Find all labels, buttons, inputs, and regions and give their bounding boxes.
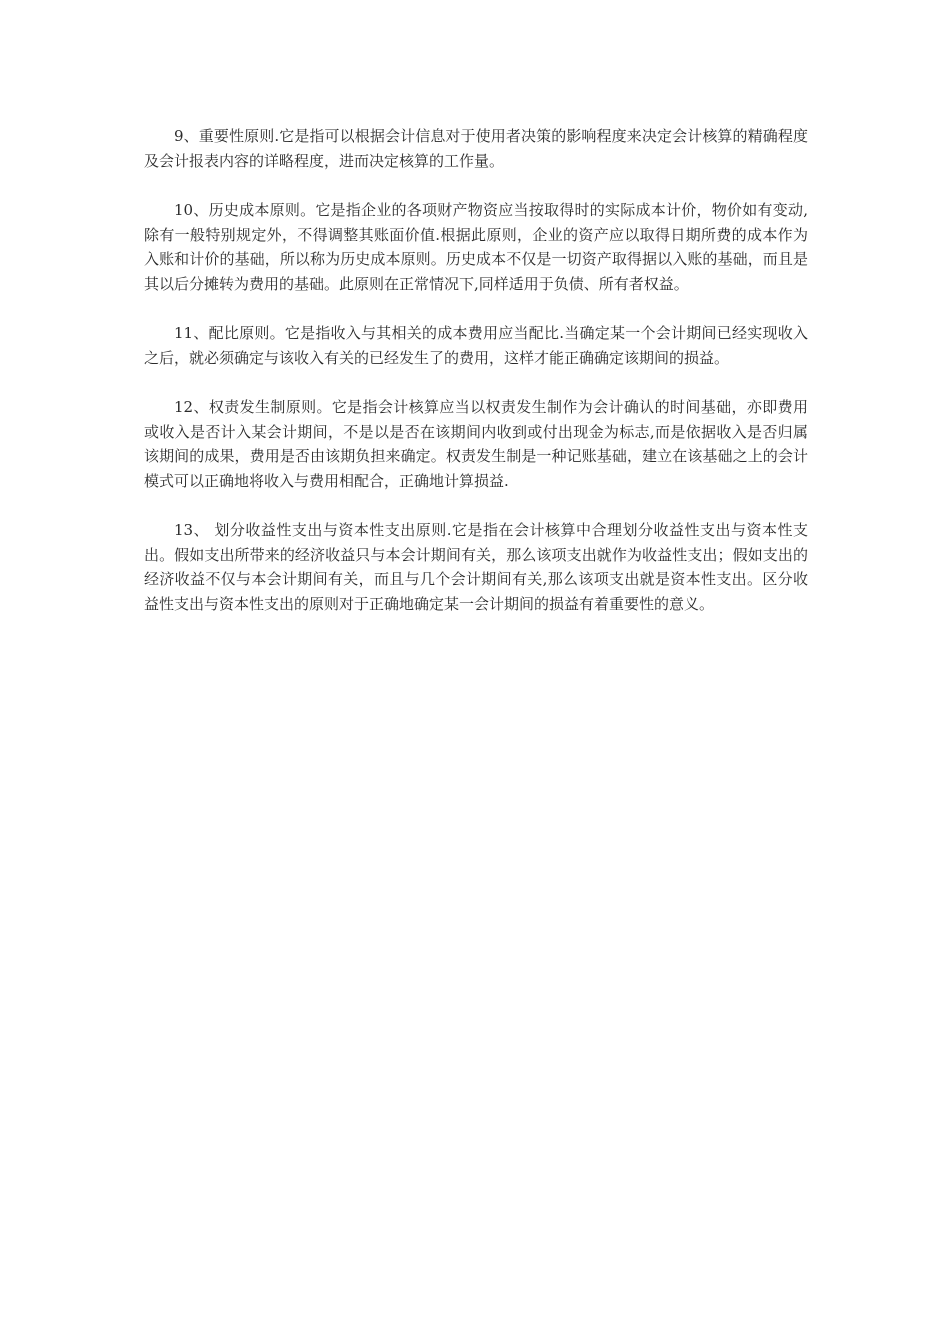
paragraph-historical-cost-principle: 10、历史成本原则。它是指企业的各项财产物资应当按取得时的实际成本计价，物价如有变动,除有一般特别规定外，不得调整其账面价值.根据此原则，企业的资产应以取得日期所费的成本作为入账和计价的基础，所以称为历史成本原则。历史成本不仅是一切资产取得据以入账的基础，而且是其以后分摊转为费用的基础。此原则在正常情况下,同样适用于负债、所有者权益。 [144, 201, 808, 293]
paragraph-importance-principle: 9、重要性原则.它是指可以根据会计信息对于使用者决策的影响程度来决定会计核算的精确程度及会计报表内容的详略程度，进而决定核算的工作量。 [144, 127, 808, 170]
paragraph-accrual-principle: 12、权责发生制原则。它是指会计核算应当以权责发生制作为会计确认的时间基础，亦即费用或收入是否计入某会计期间，不是以是否在该期间内收到或付出现金为标志,而是依据收入是否归属该期间的成果，费用是否由该期负担来确定。权责发生制是一种记账基础，建立在该基础之上的会计模式可以正确地将收入与费用相配合，正确地计算损益. [144, 398, 808, 490]
paragraph-matching-principle: 11、配比原则。它是指收入与其相关的成本费用应当配比.当确定某一个会计期间已经实现收入之后，就必须确定与该收入有关的已经发生了的费用，这样才能正确确定该期间的损益。 [144, 324, 808, 367]
document-body [144, 124, 808, 641]
paragraph-capital-revenue-expenditure-principle: 13、 划分收益性支出与资本性支出原则.它是指在会计核算中合理划分收益性支出与资本性支出。假如支出所带来的经济收益只与本会计期间有关，那么该项支出就作为收益性支出；假如支出的经济收益不仅与本会计期间有关，而且与几个会计期间有关,那么该项支出就是资本性支出。区分收益性支出与资本性支出的原则对于正确地确定某一会计期间的损益有着重要性的意义。 [144, 521, 808, 613]
